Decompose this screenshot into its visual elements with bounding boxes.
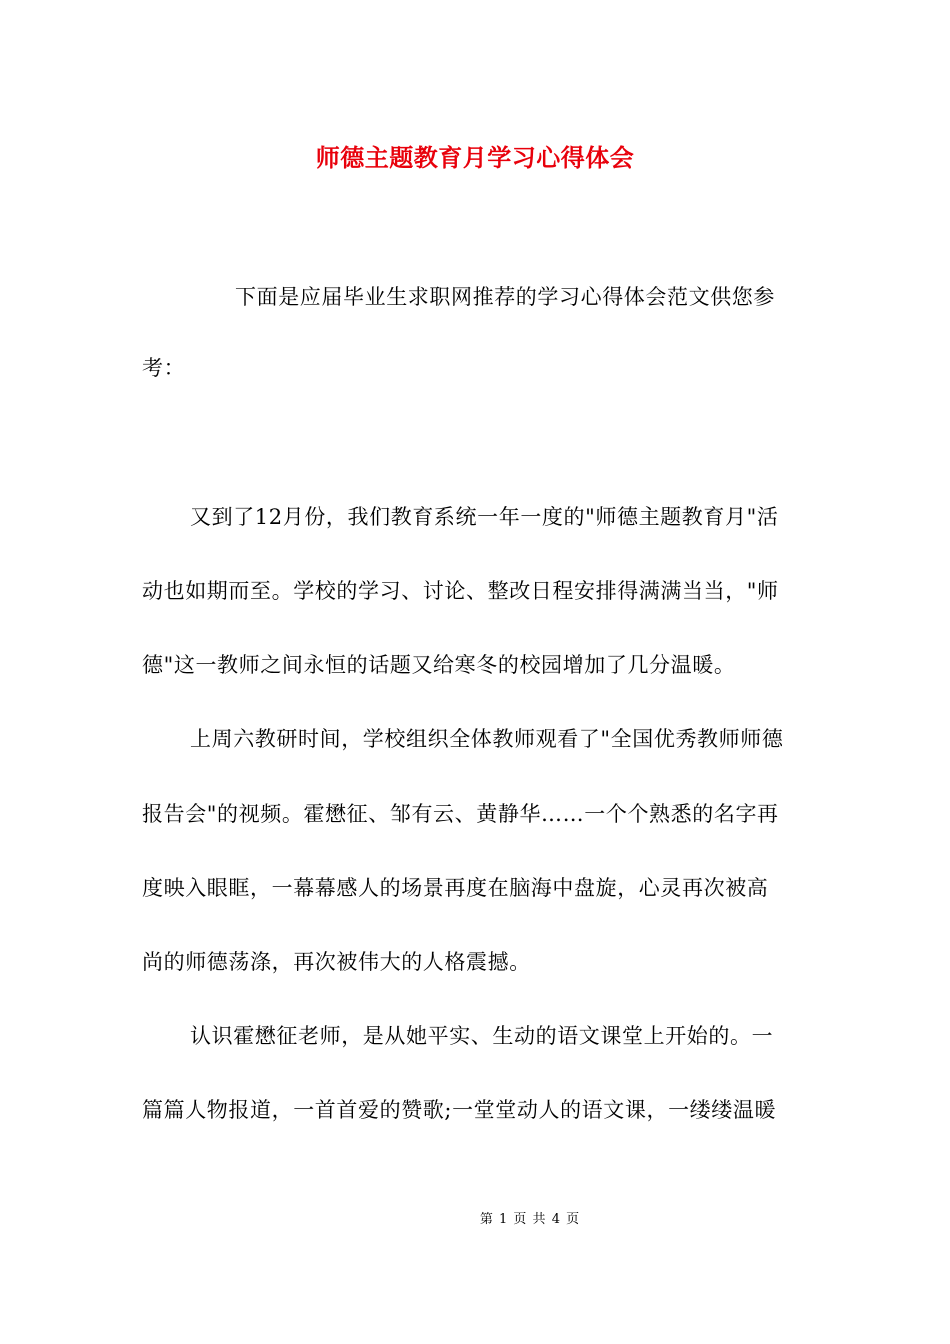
- paragraph-line: 度映入眼眶，一幕幕感人的场景再度在脑海中盘旋，心灵再次被高: [142, 876, 769, 900]
- paragraph-line: 德"这一教师之间永恒的话题又给寒冬的校园增加了几分温暖。: [142, 653, 736, 677]
- page-number-footer: 第 1 页 共 4 页: [479, 1212, 581, 1227]
- paragraph-line: 篇篇人物报道，一首首爱的赞歌;一堂堂动人的语文课，一缕缕温暖: [142, 1098, 777, 1122]
- intro-line-1: 下面是应届毕业生求职网推荐的学习心得体会范文供您参: [235, 285, 775, 309]
- paragraph-line: 认识霍懋征老师，是从她平实、生动的语文课堂上开始的。一: [190, 1024, 774, 1048]
- paragraph-line: 尚的师德荡涤，再次被伟大的人格震撼。: [142, 950, 531, 974]
- document-title: 师德主题教育月学习心得体会: [315, 143, 635, 172]
- paragraph-line: 又到了12月份，我们教育系统一年一度的"师德主题教育月"活: [190, 505, 779, 529]
- paragraph-line: 动也如期而至。学校的学习、讨论、整改日程安排得满满当当，"师: [142, 579, 779, 603]
- intro-line-2: 考：: [142, 356, 186, 380]
- paragraph-line: 上周六教研时间，学校组织全体教师观看了"全国优秀教师师德: [190, 727, 784, 751]
- paragraph-line: 报告会"的视频。霍懋征、邹有云、黄静华……一个个熟悉的名字再: [142, 802, 779, 826]
